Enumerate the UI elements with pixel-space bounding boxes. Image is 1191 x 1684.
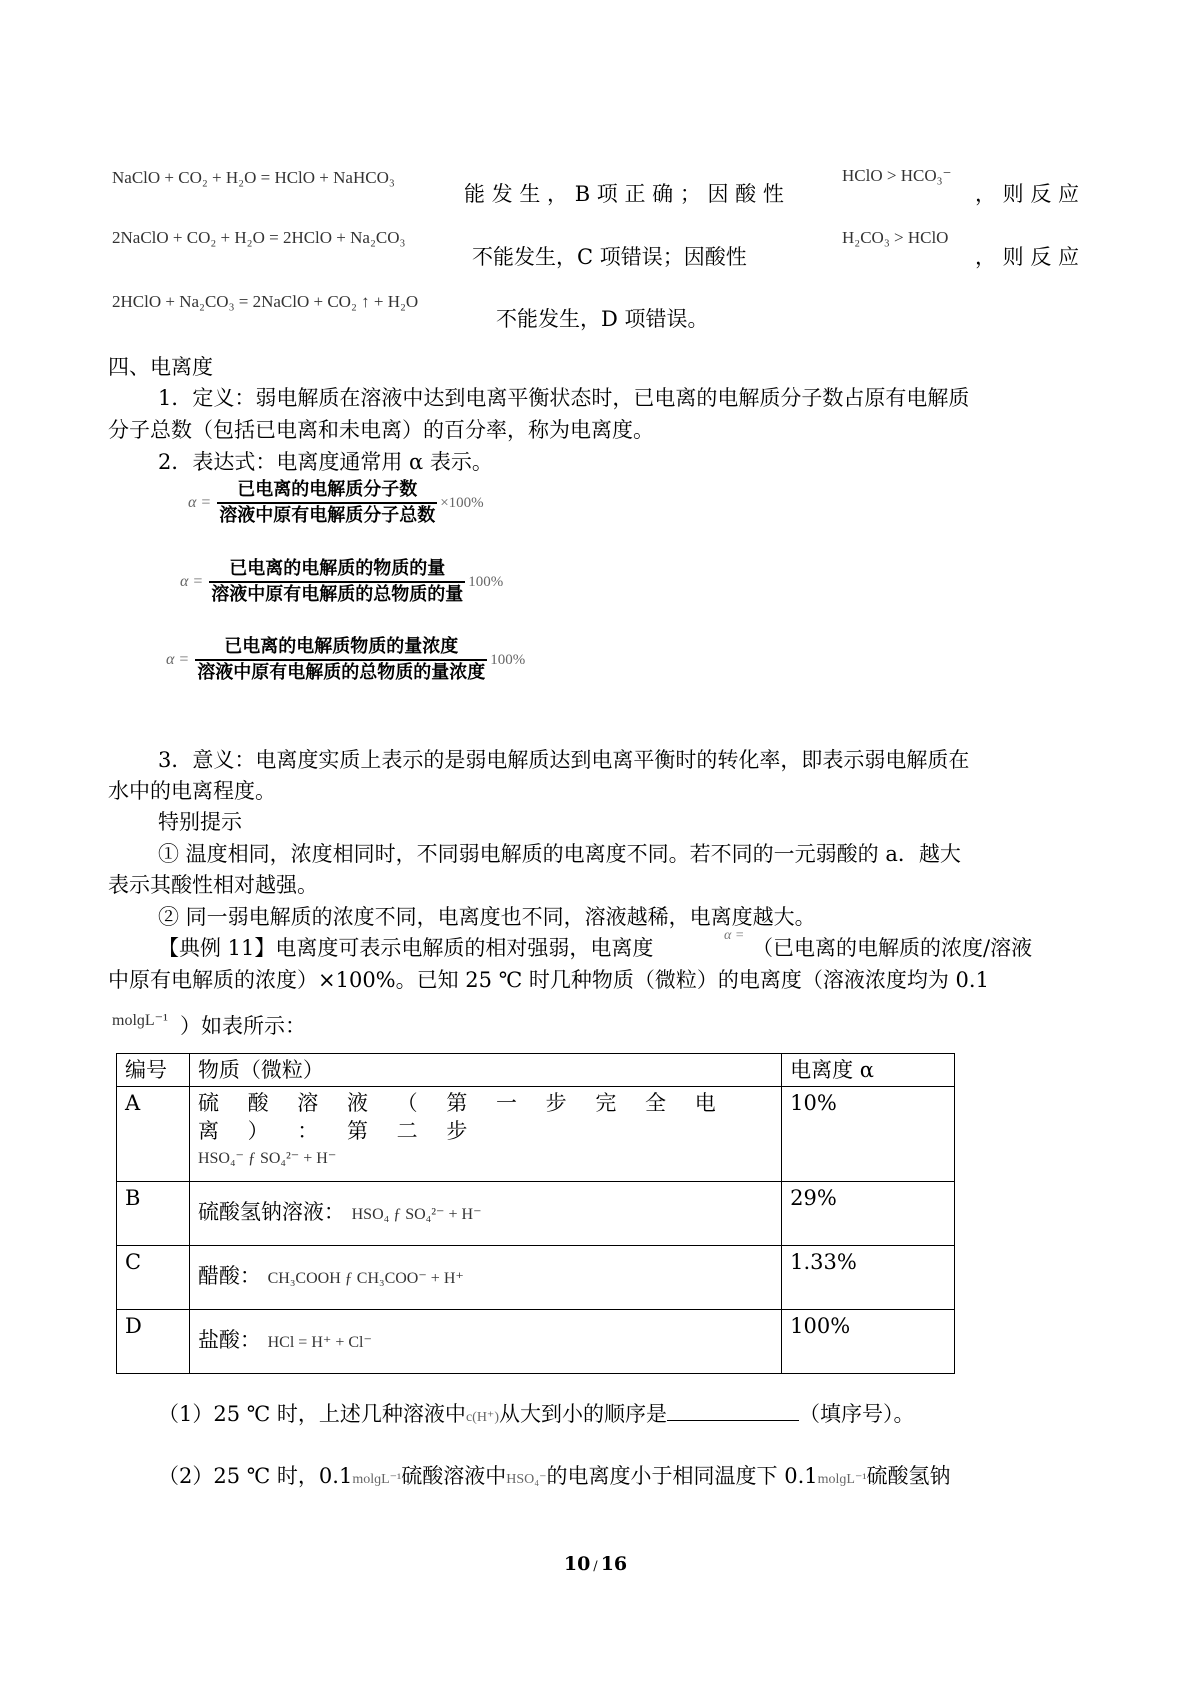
table-header-cell: 编号 [117, 1054, 190, 1087]
page-number [0, 1553, 1191, 1575]
text-line-2a: 不能发生，C 项错误；因酸性 [472, 245, 747, 269]
inequality-1: HClO > HCO₃⁻ [842, 166, 952, 185]
table-cell-desc [189, 1310, 781, 1374]
fraction-denominator: 溶液中原有电解质的总物质的量浓度 [197, 662, 486, 683]
table-header-cell: 物质（微粒） [189, 1054, 781, 1087]
example-line-1a: 【典例 11】电离度可表示电解质的相对强弱，电离度 [158, 936, 654, 960]
text-line-1b: ， 则 反 应 [975, 182, 1080, 206]
row-description: 盐酸： [197, 1328, 261, 1352]
question-1-suffix: （填序号）。 [798, 1402, 915, 1426]
table-cell-alpha: 100% [782, 1310, 955, 1374]
table-header-row [117, 1054, 955, 1087]
table-row [117, 1087, 955, 1182]
question-1-prefix: （1）25 ℃ 时，上述几种溶液中 [158, 1402, 466, 1426]
section-heading: 四、电离度 [108, 355, 213, 379]
question-2-part-d: 硫酸氢钠 [866, 1464, 951, 1488]
fraction-multiplier: 100% [468, 573, 504, 590]
question-2-part-b: 硫酸溶液中 [401, 1464, 507, 1488]
text-line-2b: ， 则 反 应 [975, 245, 1080, 269]
equation-3: 2HClO + Na₂CO₃ = 2NaClO + CO₂ ↑ + H₂O [112, 292, 419, 311]
table-row [117, 1310, 955, 1374]
row-equation: HSO₄⁻ ƒ SO₄²⁻ + H⁻ [197, 1150, 337, 1167]
fraction-numerator: 已电离的电解质的物质的量 [229, 558, 446, 579]
expression-line: 2．表达式：电离度通常用 α 表示。 [158, 450, 493, 474]
page-current: 10 [563, 1553, 591, 1575]
row-equation: CH₃COOH ƒ CH₃COO⁻ + H⁺ [267, 1270, 464, 1287]
hso4-ion: HSO₄⁻ [506, 1472, 547, 1487]
table-cell-alpha: 1.33% [782, 1246, 955, 1310]
text-line-3: 不能发生，D 项错误。 [496, 307, 709, 331]
fraction-multiplier: ×100% [440, 494, 484, 511]
equation-2: 2NaClO + CO₂ + H₂O = 2HClO + Na₂CO₃ [112, 228, 406, 247]
text-line-1a: 能 发 生 ， B 项 正 确 ； 因 酸 性 [464, 182, 784, 206]
table-cell-desc [189, 1087, 781, 1182]
formula-alpha: α = [166, 651, 190, 668]
question-2-part-c: 的电离度小于相同温度下 0.1 [546, 1464, 818, 1488]
formula-fraction-1 [188, 478, 484, 528]
fraction-numerator: 已电离的电解质物质的量浓度 [224, 636, 459, 657]
page-total: 16 [600, 1553, 628, 1575]
row-equation: HCl = H⁺ + Cl⁻ [267, 1334, 372, 1351]
table-header-cell: 电离度 α [782, 1054, 955, 1087]
meaning-line-1: 3．意义：电离度实质上表示的是弱电解质达到电离平衡时的转化率，即表示弱电解质在 [158, 748, 970, 772]
example-line-1b: （已电离的电解质的浓度/溶液 [752, 936, 1033, 960]
equation-1: NaClO + CO₂ + H₂O = HClO + NaHCO₃ [112, 168, 395, 187]
table-cell-desc [189, 1182, 781, 1246]
row-equation: HSO₄ ƒ SO₄²⁻ + H⁻ [351, 1206, 482, 1223]
tip-1-line-2: 表示其酸性相对越强。 [108, 873, 318, 897]
question-2-prefix: （2）25 ℃ 时，0.1 [158, 1464, 353, 1488]
answer-blank[interactable] [667, 1398, 799, 1421]
fraction-denominator: 溶液中原有电解质的总物质的量 [211, 584, 464, 605]
fraction-numerator: 已电离的电解质分子数 [237, 479, 418, 500]
example-line-2: 中原有电解质的浓度）×100%。已知 25 ℃ 时几种物质（微粒）的电离度（溶液浓度均为 0.1 [108, 968, 989, 992]
table-cell-alpha: 29% [782, 1182, 955, 1246]
example-line-3: ）如表所示： [180, 1014, 306, 1038]
fraction-multiplier: 100% [490, 651, 526, 668]
inequality-2: H₂CO₃ > HClO [842, 228, 949, 247]
row-description: 硫 酸 溶 液 （ 第 一 步 完 全 电 离 ） ： 第 二 步 [197, 1091, 727, 1143]
meaning-line-2: 水中的电离程度。 [108, 779, 276, 803]
tip-1-line-1: ① 温度相同，浓度相同时，不同弱电解质的电离度不同。若不同的一元弱酸的 a．越大 [158, 842, 961, 866]
question-1 [158, 1398, 914, 1432]
question-2 [158, 1462, 951, 1494]
question-1-middle: 从大到小的顺序是 [498, 1402, 667, 1426]
definition-line-1: 1．定义：弱电解质在溶液中达到电离平衡状态时，已电离的电解质分子数占原有电解质 [158, 386, 970, 410]
table-cell-id: A [117, 1087, 190, 1182]
table-cell-id: C [117, 1246, 190, 1310]
table-cell-alpha: 10% [782, 1087, 955, 1182]
definition-line-2: 分子总数（包括已电离和未电离）的百分率，称为电离度。 [108, 418, 654, 442]
formula-alpha: α = [180, 573, 204, 590]
hydrogen-ion-concentration: c(H⁺) [465, 1410, 499, 1425]
example-unit: molɡL⁻¹ [112, 1012, 168, 1029]
table-cell-desc [189, 1246, 781, 1310]
formula-alpha: α = [188, 494, 212, 511]
table-row [117, 1182, 955, 1246]
row-description: 醋酸： [197, 1264, 261, 1288]
example-alpha: α = [724, 928, 745, 943]
page-separator: / [593, 1559, 598, 1574]
unit: molɡL⁻¹ [817, 1472, 867, 1487]
table-cell-id: B [117, 1182, 190, 1246]
row-description: 硫酸氢钠溶液： [197, 1200, 345, 1224]
unit: molɡL⁻¹ [352, 1472, 402, 1487]
tip-2: ② 同一弱电解质的浓度不同，电离度也不同，溶液越稀，电离度越大。 [158, 905, 816, 929]
ionization-table [116, 1053, 955, 1374]
tip-heading: 特别提示 [158, 810, 242, 834]
table-row [117, 1246, 955, 1310]
fraction-denominator: 溶液中原有电解质分子总数 [219, 505, 436, 526]
table-cell-id: D [117, 1310, 190, 1374]
formula-fraction-2 [180, 557, 503, 607]
formula-fraction-3 [166, 635, 525, 685]
